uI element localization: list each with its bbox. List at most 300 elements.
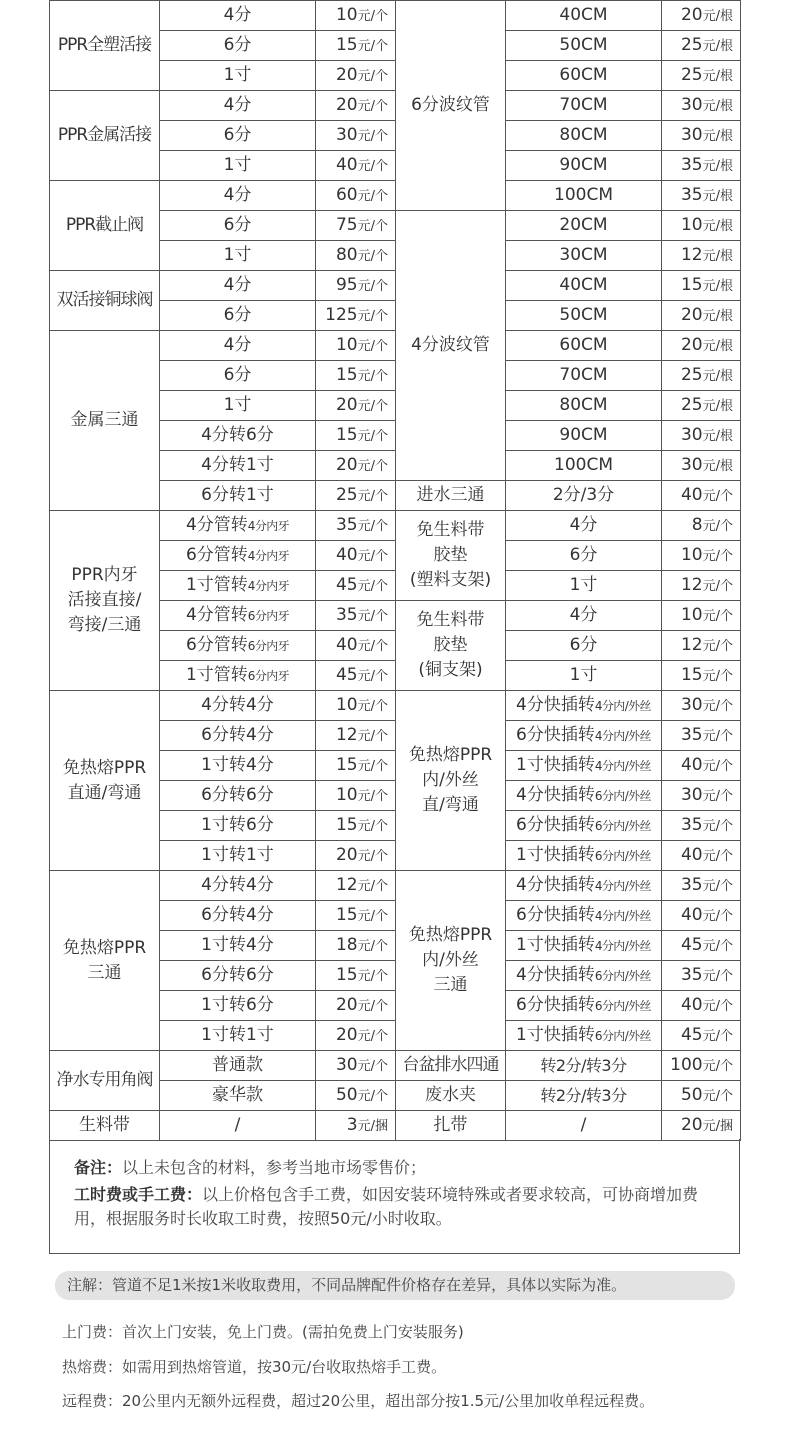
left-spec: 1寸转1寸 [160, 841, 316, 871]
price-value: 10 [680, 215, 703, 236]
price-unit: 元/个 [702, 819, 733, 835]
fee-label: 上门费： [62, 1323, 123, 1341]
price-value: 20 [680, 305, 703, 326]
left-spec: 1寸 [160, 241, 316, 271]
right-spec: 6分 [506, 631, 662, 661]
right-price [662, 271, 741, 301]
right-price [662, 751, 741, 781]
right-price [662, 481, 741, 511]
price-value: 30 [680, 125, 703, 146]
price-unit: 元/个 [357, 1029, 388, 1045]
price-value: 30 [680, 785, 703, 806]
right-price [662, 361, 741, 391]
left-spec: 4分转4分 [160, 871, 316, 901]
left-group-name: 双活接铜球阀 [50, 271, 160, 331]
price-value: 30 [335, 125, 358, 146]
right-spec: 80CM [506, 121, 662, 151]
right-spec: / [506, 1111, 662, 1141]
left-price [316, 421, 396, 451]
left-price [316, 91, 396, 121]
price-unit: 元/个 [357, 969, 388, 985]
price-unit: 元/个 [357, 579, 388, 595]
price-unit: 元/根 [702, 9, 733, 25]
price-unit: 元/捆 [357, 1119, 388, 1135]
price-unit: 元/根 [702, 309, 733, 325]
price-table [49, 0, 741, 1141]
right-price [662, 151, 741, 181]
spec-suffix: 4分内/外丝 [594, 939, 651, 954]
left-spec: 6分管转6分内牙 [160, 631, 316, 661]
left-price [316, 661, 396, 691]
price-value: 20 [335, 995, 358, 1016]
price-value: 12 [335, 725, 358, 746]
price-value: 15 [680, 275, 703, 296]
fee-text: 首次上门安装，免上门费。(需拍免费上门安装服务) [122, 1323, 464, 1341]
price-value: 40 [680, 905, 703, 926]
left-spec: 1寸 [160, 391, 316, 421]
price-unit: 元/个 [357, 159, 388, 175]
price-value: 40 [680, 755, 703, 776]
left-spec: 1寸 [160, 61, 316, 91]
price-unit: 元/个 [702, 549, 733, 565]
left-price [316, 901, 396, 931]
price-value: 30 [680, 95, 703, 116]
labor-text: 以上价格包含手工费，如因安装环境特殊或者要求较高，可协商增加费用，根据服务时长收取工时费，按照50元/小时收取。 [74, 1185, 699, 1228]
left-spec: 1寸转6分 [160, 991, 316, 1021]
right-spec: 4分 [506, 601, 662, 631]
left-group-name: PPR全塑活接 [50, 1, 160, 91]
left-spec: 6分管转4分内牙 [160, 541, 316, 571]
price-value: 60 [335, 185, 358, 206]
right-price [662, 811, 741, 841]
price-value: 15 [335, 905, 358, 926]
left-spec: 6分 [160, 211, 316, 241]
right-spec: 40CM [506, 271, 662, 301]
spec-suffix: 4分内/外丝 [594, 879, 651, 894]
fee-label: 远程费： [62, 1392, 123, 1410]
left-spec: 豪华款 [160, 1081, 316, 1111]
right-spec: 转2分/转3分 [506, 1051, 662, 1081]
price-value: 20 [335, 395, 358, 416]
left-spec: 6分 [160, 301, 316, 331]
price-unit: 元/个 [702, 1089, 733, 1105]
price-value: 12 [680, 575, 703, 596]
right-price [662, 691, 741, 721]
price-unit: 元/个 [702, 909, 733, 925]
price-unit: 元/个 [357, 1089, 388, 1105]
right-spec: 1寸快插转6分内/外丝 [506, 1021, 662, 1051]
left-price [316, 601, 396, 631]
left-group-name: 金属三通 [50, 331, 160, 511]
left-price [316, 391, 396, 421]
right-spec: 60CM [506, 61, 662, 91]
left-spec: 4分 [160, 181, 316, 211]
left-spec: 1寸 [160, 151, 316, 181]
table-row [50, 91, 741, 121]
price-unit: 元/个 [357, 819, 388, 835]
left-spec: 6分转1寸 [160, 481, 316, 511]
right-price [662, 61, 741, 91]
left-price [316, 751, 396, 781]
left-price [316, 211, 396, 241]
right-spec: 4分快插转6分内/外丝 [506, 961, 662, 991]
price-value: 20 [680, 335, 703, 356]
right-spec: 80CM [506, 391, 662, 421]
right-spec: 90CM [506, 421, 662, 451]
price-unit: 元/个 [702, 1029, 733, 1045]
price-unit: 元/个 [357, 759, 388, 775]
price-unit: 元/个 [702, 489, 733, 505]
right-spec: 4分快插转6分内/外丝 [506, 781, 662, 811]
price-unit: 元/根 [702, 99, 733, 115]
left-group-name: 免热熔PPR 直通/弯通 [50, 691, 160, 871]
left-group-name: 生料带 [50, 1111, 160, 1141]
price-unit: 元/根 [702, 249, 733, 265]
right-spec: 2分/3分 [506, 481, 662, 511]
left-spec: 6分转4分 [160, 901, 316, 931]
spec-suffix: 4分内/外丝 [594, 759, 651, 774]
left-price [316, 721, 396, 751]
price-unit: 元/根 [702, 429, 733, 445]
left-price [316, 331, 396, 361]
labor-label: 工时费或手工费： [74, 1185, 203, 1204]
right-spec: 6分快插转6分内/外丝 [506, 811, 662, 841]
left-price [316, 301, 396, 331]
price-value: 40 [335, 635, 358, 656]
price-value: 10 [335, 5, 358, 26]
right-spec: 30CM [506, 241, 662, 271]
left-price [316, 121, 396, 151]
price-unit: 元/个 [357, 879, 388, 895]
price-value: 10 [335, 695, 358, 716]
price-unit: 元/个 [357, 99, 388, 115]
price-value: 30 [680, 425, 703, 446]
right-price [662, 1, 741, 31]
right-price [662, 1081, 741, 1111]
price-unit: 元/个 [702, 639, 733, 655]
left-group-name: PPR截止阀 [50, 181, 160, 271]
left-spec: 6分 [160, 31, 316, 61]
left-price [316, 1111, 396, 1141]
price-value: 15 [335, 365, 358, 386]
right-price [662, 451, 741, 481]
right-group-name: 免生料带 胶垫 (塑料支架) [396, 511, 506, 601]
price-unit: 元/个 [357, 9, 388, 25]
price-value: 20 [680, 1115, 703, 1136]
price-unit: 元/个 [357, 789, 388, 805]
left-price [316, 841, 396, 871]
left-price [316, 1081, 396, 1111]
price-unit: 元/个 [357, 249, 388, 265]
spec-suffix: 6分内/外丝 [594, 789, 651, 804]
price-unit: 元/根 [702, 219, 733, 235]
price-value: 15 [335, 815, 358, 836]
right-price [662, 1111, 741, 1141]
right-price [662, 181, 741, 211]
right-group-name: 免热熔PPR 内/外丝 三通 [396, 871, 506, 1051]
right-price [662, 391, 741, 421]
left-spec: 1寸管转6分内牙 [160, 661, 316, 691]
remark-text: 以上未包含的材料，参考当地市场零售价； [122, 1158, 427, 1177]
left-group-name: 净水专用角阀 [50, 1051, 160, 1111]
right-spec: 70CM [506, 91, 662, 121]
price-value: 35 [680, 155, 703, 176]
fee-label: 热熔费： [62, 1358, 123, 1376]
spec-suffix: 6分内牙 [247, 609, 290, 624]
hot-melt-fee-line [62, 1356, 446, 1377]
price-value: 100 [670, 1055, 703, 1076]
price-value: 40 [335, 545, 358, 566]
price-unit: 元/个 [702, 1059, 733, 1075]
price-unit: 元/个 [357, 279, 388, 295]
price-value: 18 [335, 935, 358, 956]
right-price [662, 721, 741, 751]
left-spec: / [160, 1111, 316, 1141]
price-unit: 元/个 [357, 489, 388, 505]
right-price [662, 871, 741, 901]
right-group-name: 4分波纹管 [396, 211, 506, 481]
price-unit: 元/根 [702, 159, 733, 175]
right-price [662, 1021, 741, 1051]
right-group-name: 台盆排水四通 [396, 1051, 506, 1081]
left-spec: 4分转1寸 [160, 451, 316, 481]
left-price [316, 31, 396, 61]
remark-label: 备注： [74, 1158, 123, 1177]
right-spec: 4分 [506, 511, 662, 541]
right-price [662, 421, 741, 451]
left-price [316, 241, 396, 271]
right-price [662, 121, 741, 151]
price-value: 35 [680, 875, 703, 896]
left-spec: 4分转6分 [160, 421, 316, 451]
left-price [316, 451, 396, 481]
labor-note [74, 1183, 719, 1231]
price-value: 125 [325, 305, 358, 326]
spec-suffix: 4分内/外丝 [594, 729, 651, 744]
left-spec: 1寸转6分 [160, 811, 316, 841]
right-group-name: 免热熔PPR 内/外丝 直/弯通 [396, 691, 506, 871]
right-price [662, 781, 741, 811]
price-unit: 元/个 [702, 939, 733, 955]
price-value: 50 [680, 1085, 703, 1106]
price-unit: 元/个 [702, 879, 733, 895]
left-price [316, 271, 396, 301]
price-value: 12 [680, 635, 703, 656]
price-unit: 元/个 [357, 189, 388, 205]
price-value: 10 [335, 335, 358, 356]
right-spec: 60CM [506, 331, 662, 361]
left-price [316, 361, 396, 391]
price-value: 10 [335, 785, 358, 806]
price-value: 20 [680, 5, 703, 26]
price-value: 15 [680, 665, 703, 686]
price-unit: 元/捆 [702, 1119, 733, 1135]
price-value: 25 [680, 365, 703, 386]
price-unit: 元/个 [357, 39, 388, 55]
right-spec: 50CM [506, 301, 662, 331]
price-value: 40 [680, 845, 703, 866]
price-unit: 元/个 [702, 609, 733, 625]
price-value: 50 [335, 1085, 358, 1106]
price-unit: 元/个 [357, 639, 388, 655]
price-value: 15 [335, 35, 358, 56]
right-group-name: 扎带 [396, 1111, 506, 1141]
left-price [316, 631, 396, 661]
remark-note [74, 1156, 719, 1180]
price-value: 20 [335, 1025, 358, 1046]
left-spec: 4分 [160, 1, 316, 31]
price-unit: 元/个 [702, 519, 733, 535]
right-price [662, 511, 741, 541]
left-price [316, 151, 396, 181]
price-value: 20 [335, 845, 358, 866]
price-value: 25 [680, 35, 703, 56]
price-unit: 元/个 [357, 219, 388, 235]
left-price [316, 871, 396, 901]
table-row [50, 691, 741, 721]
price-unit: 元/个 [357, 549, 388, 565]
right-spec: 100CM [506, 451, 662, 481]
fee-text: 20公里内无额外远程费，超过20公里，超出部分按1.5元/公里加收单程远程费。 [122, 1392, 655, 1410]
price-value: 25 [680, 395, 703, 416]
price-unit: 元/根 [702, 399, 733, 415]
price-value: 15 [335, 755, 358, 776]
table-row [50, 1111, 741, 1141]
price-unit: 元/个 [357, 939, 388, 955]
price-value: 30 [680, 455, 703, 476]
price-unit: 元/个 [702, 849, 733, 865]
right-group-name: 6分波纹管 [396, 1, 506, 211]
right-spec: 1寸 [506, 661, 662, 691]
price-unit: 元/个 [357, 729, 388, 745]
left-spec: 6分转4分 [160, 721, 316, 751]
left-spec: 6分转6分 [160, 961, 316, 991]
left-spec: 普通款 [160, 1051, 316, 1081]
right-price [662, 31, 741, 61]
right-spec: 40CM [506, 1, 662, 31]
table-row [50, 1, 741, 31]
price-unit: 元/个 [357, 849, 388, 865]
price-unit: 元/个 [702, 759, 733, 775]
price-unit: 元/个 [357, 69, 388, 85]
right-price [662, 301, 741, 331]
price-unit: 元/个 [702, 969, 733, 985]
right-price [662, 331, 741, 361]
left-price [316, 991, 396, 1021]
left-spec: 1寸管转4分内牙 [160, 571, 316, 601]
notes-box [49, 1139, 740, 1254]
right-spec: 20CM [506, 211, 662, 241]
price-unit: 元/个 [702, 789, 733, 805]
footnote-banner: 注解：管道不足1米按1米收取费用，不同品牌配件价格存在差异，具体以实际为准。 [55, 1271, 735, 1300]
right-price [662, 901, 741, 931]
right-spec: 4分快插转4分内/外丝 [506, 691, 662, 721]
price-value: 30 [335, 1055, 358, 1076]
price-value: 75 [335, 215, 358, 236]
spec-suffix: 6分内/外丝 [594, 1029, 651, 1044]
left-price [316, 181, 396, 211]
price-unit: 元/个 [357, 999, 388, 1015]
price-unit: 元/个 [357, 309, 388, 325]
right-spec: 1寸快插转4分内/外丝 [506, 931, 662, 961]
price-value: 30 [680, 695, 703, 716]
left-group-name: 免热熔PPR 三通 [50, 871, 160, 1051]
price-unit: 元/根 [702, 129, 733, 145]
left-spec: 1寸转1寸 [160, 1021, 316, 1051]
price-unit: 元/个 [702, 999, 733, 1015]
left-spec: 1寸转4分 [160, 751, 316, 781]
right-price [662, 1051, 741, 1081]
fee-text: 如需用到热熔管道，按30元/台收取热熔手工费。 [122, 1358, 447, 1376]
left-group-name: PPR金属活接 [50, 91, 160, 181]
right-price [662, 91, 741, 121]
right-spec: 6分 [506, 541, 662, 571]
price-value: 15 [335, 965, 358, 986]
left-spec: 4分 [160, 91, 316, 121]
remote-fee-line [62, 1390, 654, 1411]
door-fee-line [62, 1321, 464, 1342]
price-value: 35 [335, 605, 358, 626]
price-value: 35 [680, 965, 703, 986]
left-price [316, 571, 396, 601]
price-unit: 元/根 [702, 39, 733, 55]
right-price [662, 931, 741, 961]
right-price [662, 841, 741, 871]
price-unit: 元/个 [357, 669, 388, 685]
price-value: 8 [691, 515, 703, 536]
price-unit: 元/根 [702, 189, 733, 205]
left-price [316, 811, 396, 841]
left-price [316, 1021, 396, 1051]
price-unit: 元/根 [702, 69, 733, 85]
right-group-name: 进水三通 [396, 481, 506, 511]
spec-suffix: 6分内/外丝 [594, 819, 651, 834]
price-unit: 元/个 [702, 729, 733, 745]
left-spec: 4分 [160, 331, 316, 361]
price-value: 45 [680, 935, 703, 956]
spec-suffix: 4分内牙 [247, 579, 290, 594]
spec-suffix: 6分内牙 [247, 669, 290, 684]
price-value: 45 [335, 575, 358, 596]
left-price [316, 541, 396, 571]
price-value: 20 [335, 65, 358, 86]
right-spec: 100CM [506, 181, 662, 211]
left-group-name: PPR内牙 活接直接/ 弯接/三通 [50, 511, 160, 691]
price-unit: 元/个 [357, 429, 388, 445]
price-value: 12 [335, 875, 358, 896]
right-spec: 6分快插转4分内/外丝 [506, 901, 662, 931]
price-value: 35 [680, 725, 703, 746]
price-value: 45 [680, 1025, 703, 1046]
price-unit: 元/个 [357, 129, 388, 145]
price-unit: 元/个 [357, 1059, 388, 1075]
price-unit: 元/根 [702, 339, 733, 355]
price-unit: 元/个 [357, 339, 388, 355]
right-price [662, 241, 741, 271]
right-group-name: 免生料带 胶垫 (铜支架) [396, 601, 506, 691]
left-price [316, 511, 396, 541]
price-value: 80 [335, 245, 358, 266]
price-unit: 元/个 [357, 519, 388, 535]
right-spec: 转2分/转3分 [506, 1081, 662, 1111]
price-unit: 元/根 [702, 279, 733, 295]
spec-suffix: 4分内牙 [247, 519, 290, 534]
left-spec: 4分管转4分内牙 [160, 511, 316, 541]
left-spec: 4分 [160, 271, 316, 301]
right-spec: 1寸 [506, 571, 662, 601]
right-spec: 70CM [506, 361, 662, 391]
price-unit: 元/个 [357, 609, 388, 625]
